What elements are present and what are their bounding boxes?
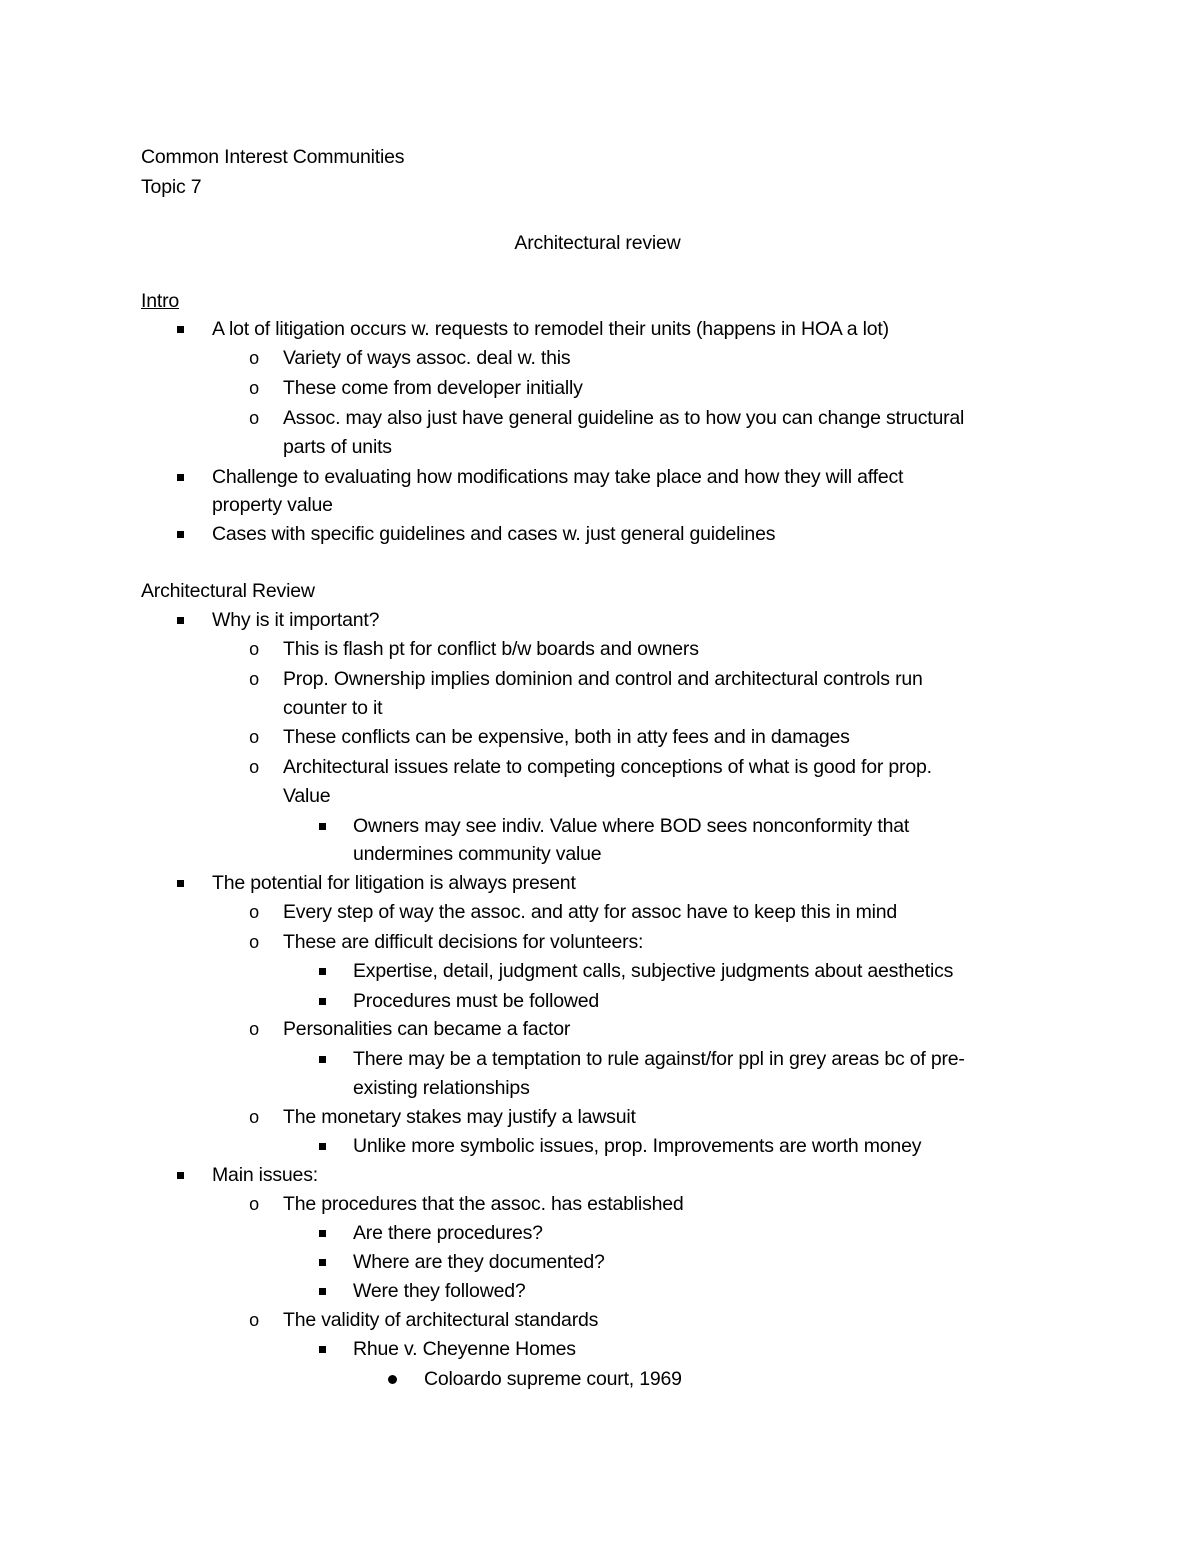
circle-bullet-icon: o	[249, 902, 259, 922]
circle-bullet-icon: o	[249, 348, 259, 368]
document-page: Common Interest Communities Topic 7 Architectural review Intro A lot of litigation occurs w. requests to remodel their units (happens in HOA a lot) o Variety of ways assoc. deal w. this o These come from developer initially o Assoc. may also just have general guideline as to how you can change structural parts of units Challenge to evaluating how modifications may take place and how they will affect property value Cases with specific guidelines and cases w. just general guidelines Architectural Review Why is it important? o This is flash pt for conflict b/w boards and owners o Prop. Ownership implies dominion and control and architectural controls run counter to it o These conflicts can be expensive, both in atty fees and in damages o Architectural issues relate to competing conceptions of what is good for prop. Value Owners may see indiv. Value where BOD sees nonconformity that undermines community value The potential for litigation is always present o Every step of way the assoc. and atty for assoc have to keep this in mind o These are difficult decisions for volunteers: Expertise, detail, judgment calls, subjective judgments about aesthetics Procedures must be followed o Personalities can became a factor There may be a temptation to rule against/for ppl in grey areas bc of pre- existing relationships o The monetary stakes may justify a lawsuit Unlike more symbolic issues, prop. Improvements are worth money Main issues: o The procedures that the assoc. has established Are there procedures? Where are they documented? Were they followed? o The validity of architectural standards Rhue v. Cheyenne Homes Coloardo supreme court, 1969	[0, 0, 1200, 1553]
course-title: Common Interest Communities	[141, 146, 405, 168]
circle-bullet-icon: o	[249, 727, 259, 747]
circle-bullet-icon: o	[249, 1310, 259, 1330]
circle-bullet-icon: o	[249, 378, 259, 398]
topic-label: Topic 7	[141, 176, 202, 198]
circle-bullet-icon: o	[249, 639, 259, 659]
intro-heading: Intro	[141, 290, 180, 312]
circle-bullet-icon: o	[249, 757, 259, 777]
circle-bullet-icon: o	[249, 408, 259, 428]
circle-bullet-icon: o	[249, 1019, 259, 1039]
circle-bullet-icon: o	[249, 1194, 259, 1214]
circle-bullet-icon: o	[249, 669, 259, 689]
review-heading: Architectural Review	[141, 580, 315, 602]
circle-bullet-icon: o	[249, 932, 259, 952]
circle-bullet-icon: o	[249, 1107, 259, 1127]
document-title: Architectural review	[514, 232, 681, 254]
